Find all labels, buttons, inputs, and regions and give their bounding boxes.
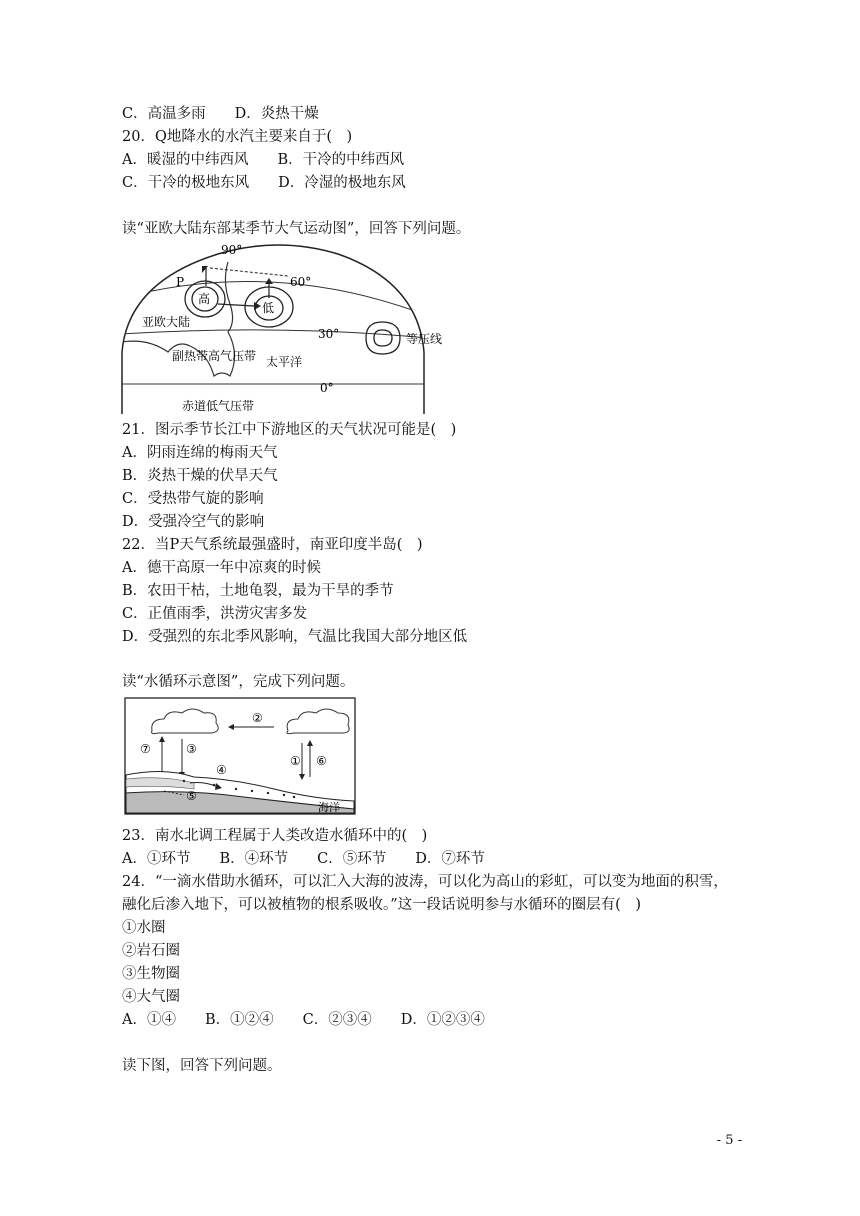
- lat-90-label: 90°: [221, 243, 243, 257]
- high-label: 高: [198, 292, 211, 306]
- lat-60-label: 60°: [290, 275, 312, 289]
- step-5-label: ⑤: [186, 789, 197, 803]
- question-23: 23．南水北调工程属于人类改造水循环中的( ): [122, 828, 428, 844]
- question-21: 21．图示季节长江中下游地区的天气状况可能是( ): [122, 422, 457, 438]
- water-cycle-figure: [124, 697, 356, 815]
- option-line: A．阴雨连绵的梅雨天气: [122, 445, 278, 461]
- option-line: C．正值雨季，洪涝灾害多发: [122, 606, 308, 622]
- option-line: B．农田干枯，土地龟裂，最为干旱的季节: [122, 583, 394, 599]
- ocean-label: 海洋: [318, 801, 340, 814]
- option-line: A．德干高原一年中凉爽的时候: [122, 560, 321, 576]
- question-22: 22．当P天气系统最强盛时，南亚印度半岛( ): [122, 537, 423, 553]
- step-3-label: ③: [186, 742, 197, 756]
- lat-30-label: 30°: [318, 327, 340, 341]
- p-label: P: [176, 275, 185, 289]
- question-24: 24．“一滴水借助水循环，可以汇入大海的波涛，可以化为高山的彩虹，可以变为地面的积雪，: [122, 874, 728, 890]
- question-20: 20．Q地降水的水汽主要来自于( ): [122, 129, 353, 145]
- page-number: - 5 -: [716, 1133, 742, 1148]
- figure-intro: 读下图，回答下列问题。: [122, 1058, 282, 1074]
- lat-0-label: 0°: [320, 381, 334, 395]
- question-24-continued: 融化后渗入地下，可以被植物的根系吸收。”这一段话说明参与水循环的圈层有( ): [122, 897, 641, 913]
- option-line: D．受强冷空气的影响: [122, 514, 265, 530]
- subtropical-high-label: 副热带高气压带: [172, 349, 257, 363]
- statement-line: ①水圈: [122, 920, 166, 936]
- step-6-label: ⑥: [316, 754, 327, 768]
- statement-line: ②岩石圈: [122, 943, 180, 959]
- step-4-label: ④: [216, 763, 227, 777]
- atmosphere-figure: [118, 242, 458, 414]
- low-label: 低: [262, 301, 275, 315]
- option-line: C．受热带气旋的影响: [122, 491, 264, 507]
- step-1-label: ①: [290, 754, 301, 768]
- statement-line: ④大气圈: [122, 989, 180, 1005]
- step-2-label: ②: [252, 711, 263, 725]
- pacific-label: 太平洋: [266, 355, 303, 369]
- option-line: B．炎热干燥的伏旱天气: [122, 468, 278, 484]
- option-line: A．①环节 B．④环节 C．⑤环节 D．⑦环节: [122, 851, 485, 867]
- figure-intro: 读“水循环示意图”，完成下列问题。: [122, 674, 355, 690]
- continent-label: 亚欧大陆: [142, 315, 191, 329]
- step-7-label: ⑦: [140, 742, 151, 756]
- isobar-legend-label: 等压线: [406, 332, 443, 346]
- option-line: A．①④ B．①②④ C．②③④ D．①②③④: [122, 1012, 485, 1028]
- option-line: D．受强烈的东北季风影响，气温比我国大部分地区低: [122, 629, 468, 645]
- figure-intro: 读“亚欧大陆东部某季节大气运动图”，回答下列问题。: [122, 221, 471, 237]
- option-line: A．暖湿的中纬西风 B．干冷的中纬西风: [122, 152, 405, 168]
- statement-line: ③生物圈: [122, 966, 180, 982]
- option-line: C．干冷的极地东风 D．冷湿的极地东风: [122, 175, 406, 191]
- equatorial-low-label: 赤道低气压带: [182, 399, 255, 413]
- option-line: C．高温多雨 D．炎热干燥: [122, 106, 319, 122]
